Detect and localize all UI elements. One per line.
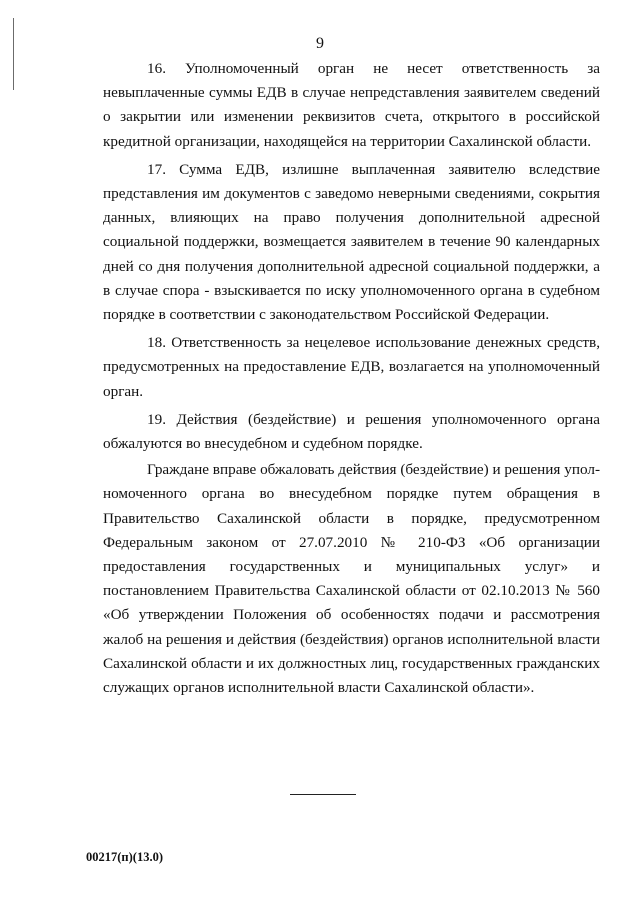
paragraph-16: 16. Уполномоченный орган не несет ответственность за невыплаченные суммы ЕДВ в случае непредставления заявителем сведений о закрытии или изменении реквизитов счета, открытого в российской кредитной организации, находящейся на территории Сахалинской области. [103,60,600,150]
paragraph-18: 18. Ответственность за нецелевое использование денежных средств, предусмотренных на предоставление ЕДВ, возлагается на уполномоченный орган. [103,334,600,400]
scan-edge-mark [13,18,14,90]
page-number: 9 [316,35,324,52]
document-code: 00217(п)(13.0) [86,850,163,864]
end-separator-line [290,794,356,795]
paragraph-19: 19. Действия (бездействие) и решения уполномоченного органа обжалуются во внесудебном и судебном порядке. [103,410,600,453]
paragraph-appeal: Граждане вправе обжаловать действия (бездействие) и решения уполномоченного органа во внесудебном порядке путем обращения в Правительство Сахалинской области в порядке, предусмотренном Федеральным законом от 27.07.2010 № 210-ФЗ «Об организации предоставления государственных и муниципальных услуг» и постановлением Правительства Сахалинской области от 02.10.2013 № 560 «Об утверждении Положения об особенностях подачи и рассмотрения жалоб на решения и действия (бездействия) органов исполнительной власти Сахалинской области и их должностных лиц, государственных гражданских служащих органов исполнительной власти Сахалинской области». [103,461,600,697]
document-body [103,57,600,704]
paragraph-17: 17. Сумма ЕДВ, излишне выплаченная заявителю вследствие представления им документов с заведомо неверными сведениями, сокрытия данных, влияющих на право получения дополнительной адресной социальной поддержки, возмещается заявителем в течение 90 календарных дней со дня получения дополнительной адресной социальной поддержки, а в случае спора - взыскивается по иску уполномоченного органа в судебном порядке в соответствии с законодательством Российской Федерации. [103,160,600,324]
